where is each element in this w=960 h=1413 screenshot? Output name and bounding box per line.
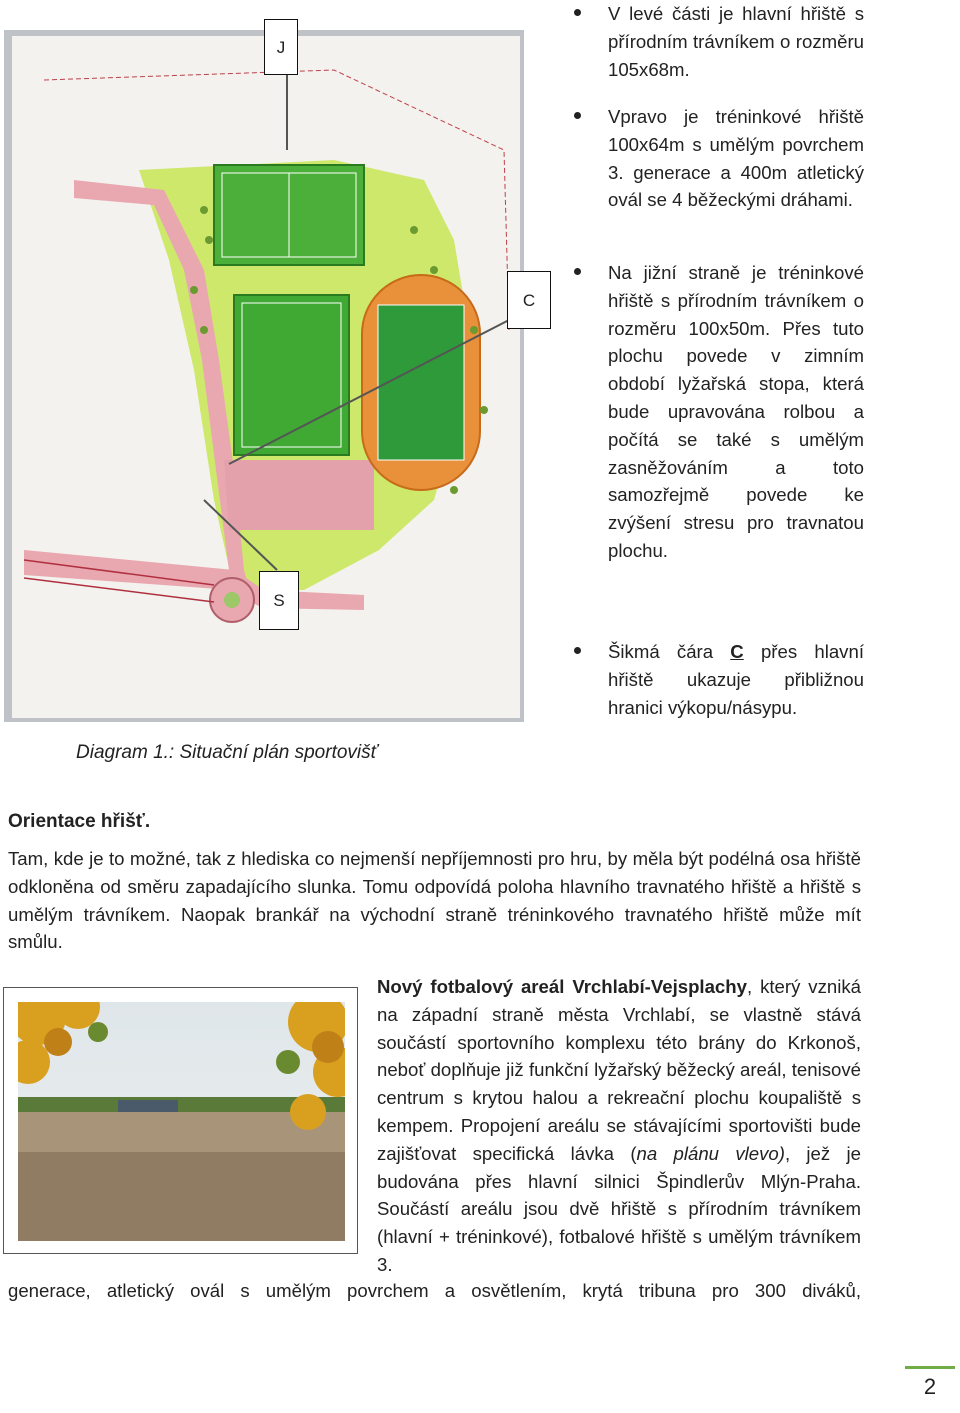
bullet-text: V levé části je hlavní hřiště s přírodním trávníkem o rozměru 105x68m. xyxy=(608,3,864,80)
plan-label-c: C xyxy=(507,271,551,329)
intro-paragraph-continuation: generace, atletický ovál s umělým povrchem a osvětlením, krytá tribuna pro 300 diváků, xyxy=(8,1280,861,1301)
section-heading: Orientace hřišť. xyxy=(8,811,151,832)
page-number: 2 xyxy=(923,1374,937,1399)
bullet-dot-icon xyxy=(574,9,581,16)
intro-bold-title: Nový fotbalový areál Vrchlabí-Vejsplachy xyxy=(377,976,747,997)
construction-photo xyxy=(3,987,358,1254)
line-c-mark: C xyxy=(730,641,744,662)
plan-label-s: S xyxy=(259,571,299,630)
bullet-text-before: Šikmá čára xyxy=(608,641,731,662)
intro-text-2: , jež je budována přes hlavní silnici Špindlerův Mlýn-Praha. Součástí areálu jsou dvě hřiště s přírodním trávníkem (hlavní + tréninkové), fotbalové hřiště s umělým trávníkem 3. xyxy=(377,1142,861,1275)
bullet-text xyxy=(608,638,864,721)
bullet-dot-icon xyxy=(574,112,581,119)
construction-photo-drawing xyxy=(18,1002,345,1241)
intro-italic: na plánu vlevo) xyxy=(636,1142,785,1164)
bullet-text: Na jižní straně je tréninkové hřiště s přírodním trávníkem o rozměru 100x50m. Přes tuto plochu povede v zimním období lyžařská stopa, která bude upravována rolbou a počítá se také s umělým zasněžováním a toto samozřejmě povede ke zvýšení stresu pro travnatou plochu. xyxy=(608,262,864,561)
bullet-dot-icon xyxy=(574,268,581,275)
bullet-text: Vpravo je tréninkové hřiště 100x64m s umělým povrchem 3. generace a 400m atletický ovál se 4 běžeckými dráhami. xyxy=(608,106,864,211)
orientation-paragraph: Tam, kde je to možné, tak z hlediska co nejmenší nepříjemnosti pro hru, by měla být podélná osa hřiště odkloněna od směru zapadajícího slunka. Tomu odpovídá poloha hlavního travnatého hřiště a hřiště s umělým trávníkem. Naopak brankář na východní straně tréninkového travnatého hřiště může mít smůlu. xyxy=(8,848,861,953)
page-number-rule xyxy=(905,1366,955,1369)
plan-label-j: J xyxy=(264,19,298,75)
bullet-text-after: přes hlavní hřiště ukazuje přibližnou hranici výkopu/násypu. xyxy=(608,641,864,718)
bullet-dot-icon xyxy=(574,647,581,654)
intro-text-1: , který vzniká na západní straně města Vrchlabí, se vlastně stává součástí sportovního komplexu této brány do Krkonoš, neboť doplňuje již funkční lyžařský běžecký areál, tenisové centrum s krytou halou a rekreační plochu koupaliště s kempem. Propojení areálu se stávajícími sportovišti bude zajišťovat specifická lávka ( xyxy=(377,976,861,1164)
intro-paragraph xyxy=(377,973,861,1279)
plan-caption: Diagram 1.: Situační plán sportovišť xyxy=(76,742,378,763)
